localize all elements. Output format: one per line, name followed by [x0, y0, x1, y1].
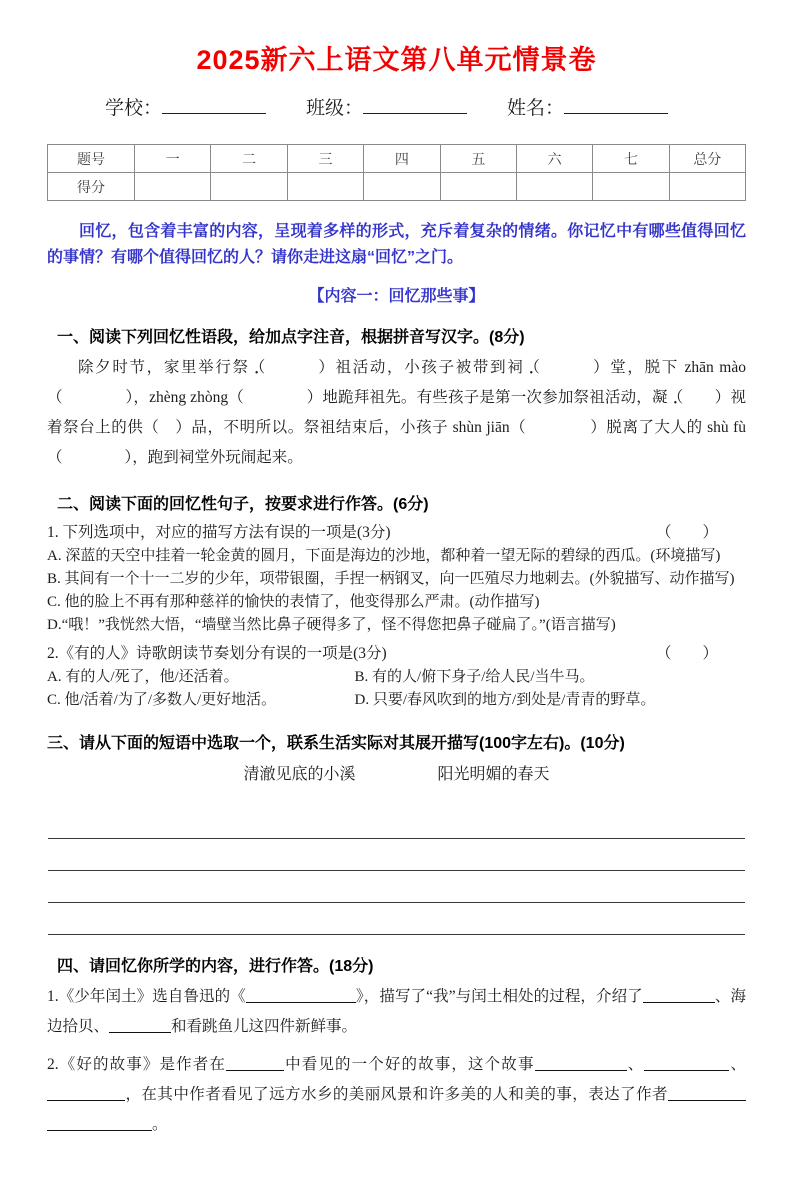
class-blank — [363, 93, 467, 114]
score-header-cell: 二 — [211, 145, 287, 173]
section1-passage — [47, 353, 746, 473]
score-table — [47, 144, 746, 201]
option-b: B. 其间有一个十一二岁的少年，项带银圈，手捏一柄钢叉，向一匹殖尽力地刺去。(外貌描写、动作描写) — [47, 571, 735, 587]
passage-text: （ ）祖活动，小孩子被带到 — [249, 359, 508, 376]
section4-heading: 四、请回忆你所学的内容，进行作答。(18分) — [57, 958, 374, 975]
answer-blank — [226, 1055, 284, 1072]
question-text: 2.《好的故事》是作者在 — [47, 1056, 227, 1073]
content-banner: 【内容一：回忆那些事】 — [308, 288, 485, 305]
name-blank — [564, 93, 668, 114]
school-field — [105, 93, 266, 120]
question-stem: 2.《有的人》诗歌朗读节奏划分有误的一项是(3分) — [47, 645, 387, 662]
phrase-option-2: 阳光明媚的春天 — [437, 766, 550, 783]
score-table-score-row — [48, 173, 746, 201]
score-cell — [669, 173, 745, 201]
section2-q2-stem-row — [47, 641, 746, 666]
answer-blank — [47, 1085, 125, 1102]
answer-line — [48, 903, 745, 935]
answer-line — [48, 807, 745, 839]
section4-q2 — [47, 1050, 746, 1140]
school-blank — [162, 93, 266, 114]
question-stem: 1. 下列选项中，对应的描写方法有误的一项是(3分) — [47, 524, 391, 541]
page-title: 2025新六上语文第八单元情景卷 — [196, 45, 597, 75]
phrase-option-1: 清澈见底的小溪 — [243, 766, 356, 783]
score-header-cell: 六 — [516, 145, 592, 173]
option-c: C. 他/活着/为了/多数人/更好地活。 — [47, 692, 277, 708]
name-field — [507, 93, 668, 120]
score-header-cell: 五 — [440, 145, 516, 173]
section2-q1-stem-row — [47, 520, 746, 545]
score-header-cell: 一 — [135, 145, 211, 173]
dotted-char: 祠 — [507, 359, 525, 376]
answer-blank — [644, 1055, 729, 1072]
score-header-cell: 题号 — [48, 145, 135, 173]
answer-line — [48, 839, 745, 871]
question-text: 中看见的一个好的故事，这个故事 — [284, 1056, 535, 1073]
section1-heading: 一、阅读下列回忆性语段，给加点字注音，根据拼音写汉字。(8分) — [57, 329, 525, 346]
option-a: A. 深蓝的天空中挂着一轮金黄的圆月，下面是海边的沙地，都种着一望无际的碧绿的西瓜。(环境描写) — [47, 548, 721, 564]
score-header-cell: 四 — [364, 145, 440, 173]
score-label-cell: 得分 — [48, 173, 135, 201]
dotted-char: 祭 — [232, 359, 250, 376]
score-cell — [211, 173, 287, 201]
section3-heading: 三、请从下面的短语中选取一个，联系生活实际对其展开描写(100字左右)。(10分) — [47, 735, 625, 752]
question-text: ，在其中作者看见了远方水乡的美丽风景和许多美的人和美的事，表达了作者 — [125, 1086, 668, 1103]
name-label: 姓名： — [507, 98, 565, 119]
option-d: D. 只要/春风吹到的地方/到处是/青青的野草。 — [354, 692, 656, 708]
passage-text: （ ）堂，脱下 zhān mào（ ），zhèng zhòng（ ）地跪拜祖先。有些孩子是第一次参加祭祖活动， — [47, 359, 746, 406]
phrase-choices — [47, 761, 746, 789]
answer-blank — [109, 1017, 171, 1034]
score-cell — [364, 173, 440, 201]
question-text: 、海边拾贝、 — [47, 988, 746, 1035]
answer-blank — [643, 987, 715, 1004]
answer-blank — [246, 987, 356, 1004]
question-text: 1.《少年闰土》选自鲁迅的《 — [47, 988, 246, 1005]
option-d: D.“哦！”我恍然大悟，“墙壁当然比鼻子硬得多了，怪不得您把鼻子碰扁了。”(语言描写) — [47, 617, 616, 633]
score-header-cell: 总分 — [669, 145, 745, 173]
score-cell — [440, 173, 516, 201]
option-c: C. 他的脸上不再有那种慈祥的愉快的表情了，他变得那么严肃。(动作描写) — [47, 594, 540, 610]
student-info-row — [47, 93, 746, 120]
score-header-cell: 三 — [287, 145, 363, 173]
passage-text: （ ）视着祭台上的供（ ）品，不明所以。祭祖结束后，小孩子 shùn jiān（ ）脱离了大人的 shù fù（ ），跑到祠堂外玩闹起来。 — [47, 389, 746, 466]
score-header-cell: 七 — [593, 145, 669, 173]
score-cell — [135, 173, 211, 201]
option-a: A. 有的人/死了，他/还活着。 — [47, 669, 239, 685]
question-text: 。 — [152, 1116, 168, 1133]
option-row-ab — [47, 666, 746, 689]
option-row-cd — [47, 689, 746, 712]
question-text: 、 — [729, 1056, 746, 1073]
passage-text: 除夕时节，家里举行 — [78, 359, 233, 376]
dotted-char: 凝 — [652, 389, 668, 406]
school-label: 学校： — [105, 98, 163, 119]
score-cell — [516, 173, 592, 201]
answer-blank — [668, 1085, 746, 1102]
intro-paragraph: 回忆，包含着丰富的内容，呈现着多样的形式，充斥着复杂的情绪。你记忆中有哪些值得回忆的事情？有哪个值得回忆的人？请你走进这扇“回忆”之门。 — [47, 223, 746, 266]
answer-blank — [47, 1115, 152, 1132]
option-b: B. 有的人/俯下身子/给人民/当牛马。 — [354, 669, 595, 685]
score-table-header-row — [48, 145, 746, 173]
score-cell — [593, 173, 669, 201]
question-text: 和看跳鱼儿这四件新鲜事。 — [171, 1018, 358, 1035]
section2-heading: 二、阅读下面的回忆性句子，按要求进行作答。(6分) — [57, 496, 429, 513]
question-text: 、 — [626, 1056, 645, 1073]
class-label: 班级： — [306, 98, 364, 119]
writing-answer-area — [47, 807, 746, 935]
class-field — [306, 93, 467, 120]
section4-q1 — [47, 982, 746, 1042]
score-cell — [287, 173, 363, 201]
question-text: 》，描写了“我”与闰土相处的过程，介绍了 — [355, 988, 643, 1005]
answer-paren: （ ） — [655, 645, 718, 662]
answer-paren: （ ） — [655, 524, 718, 541]
answer-blank — [535, 1055, 627, 1072]
answer-line — [48, 871, 745, 903]
